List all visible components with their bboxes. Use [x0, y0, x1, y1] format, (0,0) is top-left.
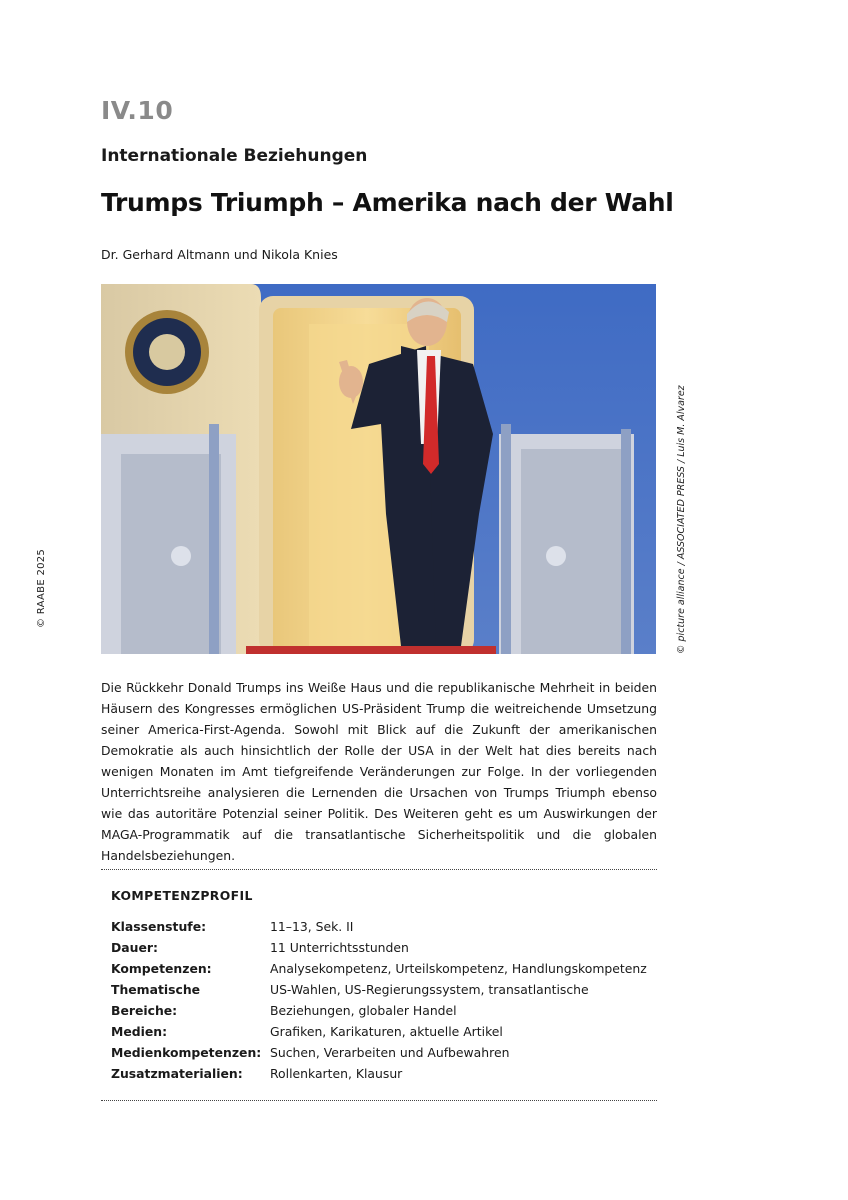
profile-label: Medien:	[111, 1024, 168, 1039]
profile-row	[111, 958, 651, 979]
intro-paragraph: Die Rückkehr Donald Trumps ins Weiße Haus und die republikanische Mehrheit in beiden Häusern des Kongresses ermöglichen US-Präsident Trump die weitreichende Umsetzung seiner America-First-Agenda. Sowohl mit Blick auf die Zukunft der amerikanischen Demokratie als auch hinsichtlich der Rolle der USA in der Welt hat dies bereits nach wenigen Monaten im Amt tiefgreifende Veränderungen zur Folge. In der vorliegenden Unterrichtsreihe analysieren die Lernenden die Ursachen von Trumps Triumph ebenso wie das autoritäre Potenzial seiner Politik. Des Weiteren geht es um Auswirkungen der MAGA-Programmatik auf die transatlantische Sicherheitspolitik und die globalen Handelsbeziehungen.	[101, 680, 657, 863]
profile-row	[111, 916, 651, 937]
profile-label: Thematische Bereiche:	[111, 982, 201, 1018]
photo-credit: © picture alliance / ASSOCIATED PRESS / Luis M. Alvarez	[676, 385, 687, 654]
profile-label: Medienkompetenzen:	[111, 1045, 262, 1060]
photo-illustration	[101, 284, 656, 654]
profile-value: Grafiken, Karikaturen, aktuelle Artikel	[270, 1024, 503, 1039]
profile-value: 11–13, Sek. II	[270, 919, 354, 934]
profile-value: Suchen, Verarbeiten und Aufbewahren	[270, 1045, 510, 1060]
profile-label: Kompetenzen:	[111, 961, 212, 976]
page-title: Trumps Triumph – Amerika nach der Wahl	[101, 188, 674, 217]
divider-bottom	[101, 1100, 657, 1101]
divider-top	[101, 869, 657, 870]
profile-value: 11 Unterrichtsstunden	[270, 940, 409, 955]
subject-heading: Internationale Beziehungen	[101, 146, 368, 166]
authors: Dr. Gerhard Altmann und Nikola Knies	[101, 247, 338, 262]
profile-row	[111, 937, 651, 958]
profile-row	[111, 979, 651, 1021]
profile-heading: KOMPETENZPROFIL	[111, 888, 253, 903]
profile-label: Klassenstufe:	[111, 919, 207, 934]
profile-row	[111, 1063, 651, 1084]
profile-value: Rollenkarten, Klausur	[270, 1066, 403, 1081]
competence-profile	[111, 888, 651, 1084]
chapter-number: IV.10	[101, 96, 174, 125]
profile-label: Dauer:	[111, 940, 158, 955]
profile-value: Analysekompetenz, Urteilskompetenz, Handlungskompetenz	[270, 961, 647, 976]
cover-photo	[101, 284, 656, 654]
side-copyright: © RAABE 2025	[36, 548, 47, 628]
profile-row	[111, 1042, 651, 1063]
profile-label: Zusatzmaterialien:	[111, 1066, 243, 1081]
profile-value: US-Wahlen, US-Regierungssystem, transatlantische Beziehungen, globaler Handel	[270, 982, 589, 1018]
profile-row	[111, 1021, 651, 1042]
